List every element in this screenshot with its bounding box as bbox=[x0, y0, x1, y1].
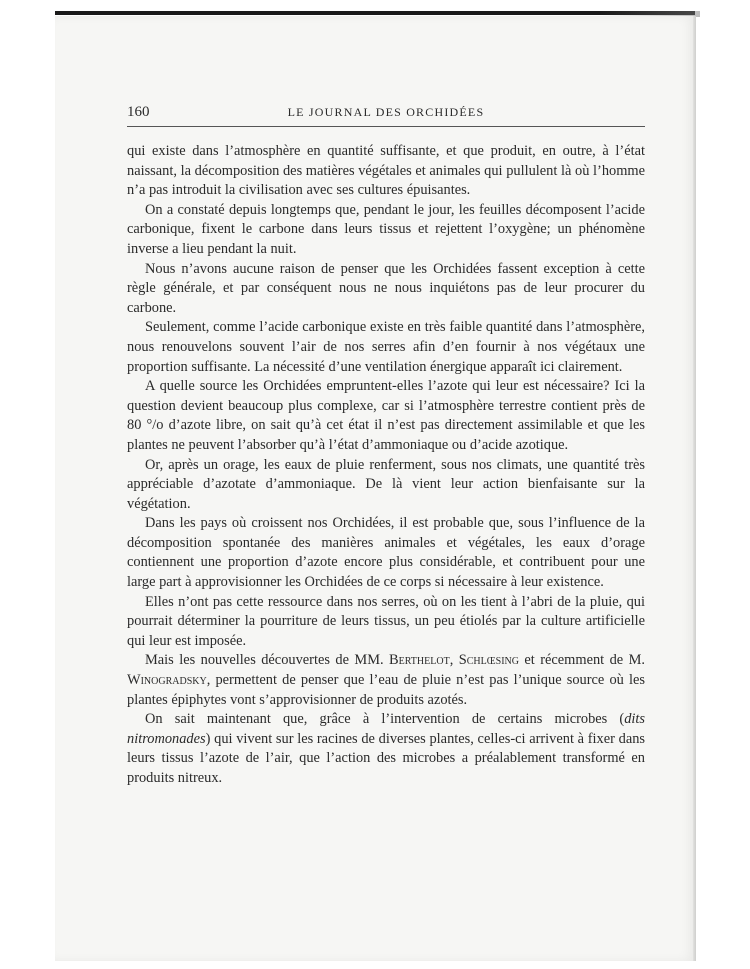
italic-term: dits nitromonades bbox=[127, 711, 645, 747]
header-rule bbox=[127, 126, 645, 127]
running-title: LE JOURNAL DES ORCHIDÉES bbox=[287, 105, 485, 119]
text-run: , bbox=[449, 652, 459, 669]
paragraph: qui existe dans l’atmosphère en quantité suffisante, et que produit, en outre, à l’état naissant, la décomposition des matières végétales et animales qui pullulent là où l’homme n’a pas introduit la civilisation avec ses cultures épuisantes. bbox=[127, 143, 645, 199]
author-name: Berthelot bbox=[389, 652, 450, 669]
paragraph: Dans les pays où croissent nos Orchidées, il est probable que, sous l’influence de la décomposition spontanée des manières animales et végétales, les eaux d’orage contiennent une proportion d’azote encore plus considérable, et contribuent pour une large part à approvisionner les Orchidées de ce corps si nécessaire à leur existence. bbox=[127, 515, 645, 591]
text-run: Mais les nouvelles découvertes de MM. bbox=[145, 652, 390, 669]
page-number: 160 bbox=[127, 104, 150, 120]
paragraph: On a constaté depuis longtemps que, pendant le jour, les feuilles décomposent l’acide carbonique, fixent le carbone dans leurs tissus et rejettent l’oxygène; un phénomène inverse a lieu pendant la nuit. bbox=[127, 201, 645, 257]
text-run: , permettent de penser que l’eau de pluie n’est pas l’unique source où les plantes épiphytes vont s’approvisionner de produits azotés. bbox=[127, 672, 645, 708]
paragraph: Seulement, comme l’acide carbonique existe en très faible quantité dans l’atmosphère, nous renouvelons souvent l’air de nos serres afin d’en fournir à nos végétaux une proportion suffisante. La nécessité d’une ventilation énergique apparaît ici clairement. bbox=[127, 319, 645, 375]
paragraph: Elles n’ont pas cette ressource dans nos serres, où on les tient à l’abri de la pluie, qui pourrait déterminer la pourriture de leurs tissus, un peu étiolés par la culture artificielle qui leur est imposée. bbox=[127, 593, 645, 649]
author-name: Winogradsky bbox=[127, 672, 207, 689]
scan-border-top bbox=[55, 11, 695, 15]
paragraph: A quelle source les Orchidées empruntent-elles l’azote qui leur est nécessaire? Ici la question devient beaucoup plus complexe, car si l’atmosphère terrestre contient près de 80 °/o d’azote libre, on sait qu’à cet état il n’est pas directement assimilable et que les plantes ne peuvent l’absorber qu’à l’état d’ammoniaque ou d’acide azotique. bbox=[127, 378, 645, 453]
paragraph: Or, après un orage, les eaux de pluie renferment, sous nos climats, une quantité très appréciable d’azotate d’ammoniaque. De là vient leur action bienfaisante sur la végétation. bbox=[127, 456, 645, 512]
paragraph: Nous n’avons aucune raison de penser que les Orchidées fassent exception à cette règle générale, et par conséquent nous ne nous inquiétons pas de leur procurer du carbone. bbox=[127, 260, 645, 316]
text-run: On sait maintenant que, grâce à l’intervention de certains microbes ( bbox=[145, 711, 625, 728]
author-name: Schlœsing bbox=[458, 652, 519, 669]
text-run: ) qui vivent sur les racines de diverses plantes, celles-ci arrivent à fixer dans leurs tissus l’azote de l’air, que l’action des microbes a préalablement transformé en produits nitreux. bbox=[127, 730, 645, 786]
body-text bbox=[127, 142, 645, 789]
page-edge bbox=[693, 16, 696, 961]
paragraph bbox=[127, 651, 645, 710]
text-run: et récemment de M. bbox=[518, 652, 645, 669]
page-header bbox=[127, 104, 645, 126]
paragraph bbox=[127, 710, 645, 788]
